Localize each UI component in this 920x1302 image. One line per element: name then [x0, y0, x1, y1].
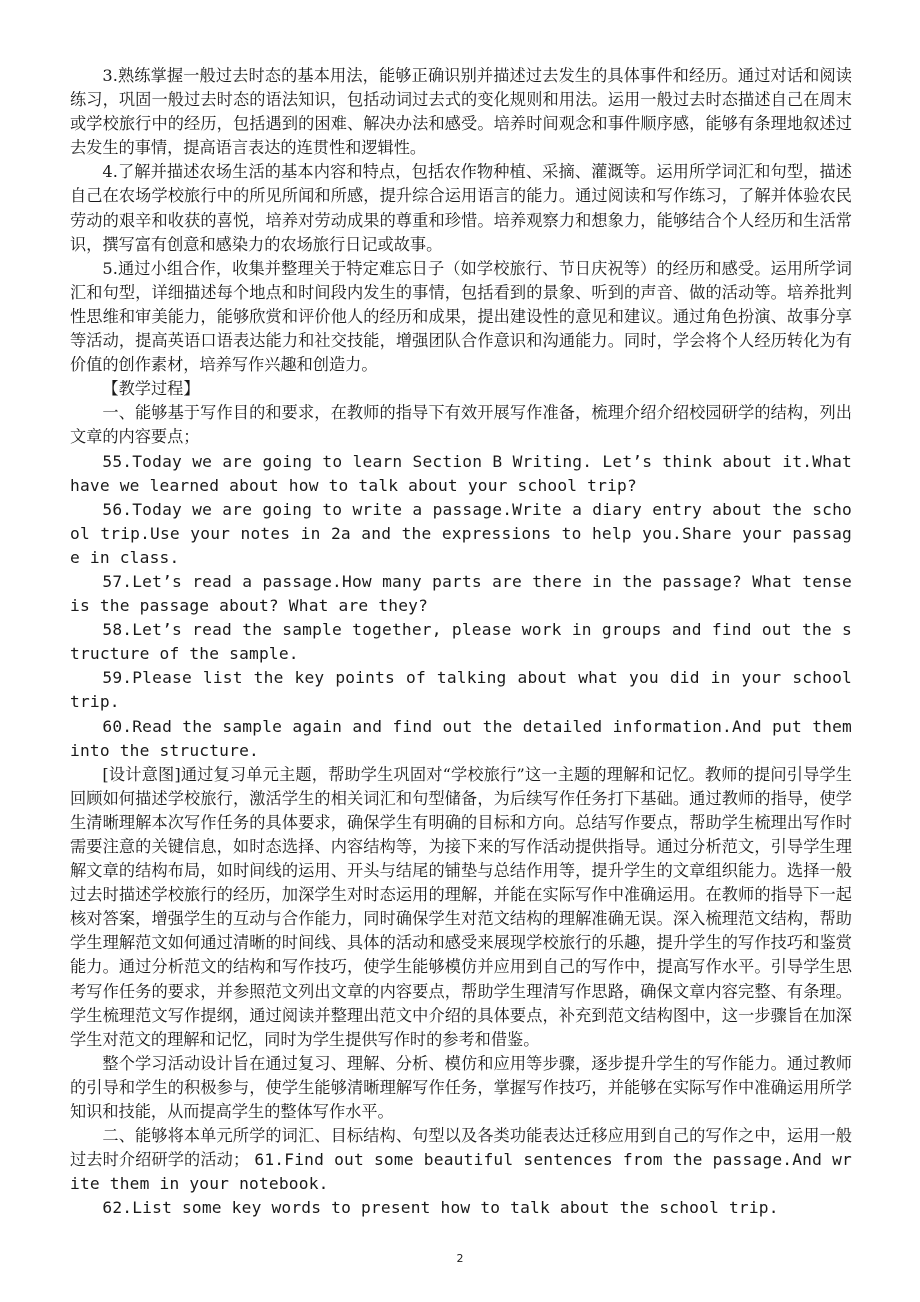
objective-3-paragraph: 3.熟练掌握一般过去时态的基本用法，能够正确识别并描述过去发生的具体事件和经历。通过对话和阅读练习，巩固一般过去时态的语法知识，包括动词过去式的变化规则和用法。运用一般过去时态描述自己在周末或学校旅行中的经历，包括遇到的困难、解决办法和感受。培养时间观念和事件顺序感，能够有条理地叙述过去发生的事情，提高语言表达的连贯性和逻辑性。 [70, 66, 852, 158]
question-55: 55.Today we are going to learn Section B Writing. Let’s think about it.What have we learned about how to talk about your school trip? [70, 451, 852, 495]
step-2-paragraph [70, 1124, 852, 1196]
step-2-text: 二、能够将本单元所学的词汇、目标结构、句型以及各类功能表达迁移应用到自己的写作之中，运用一般过去时介绍研学的活动； [70, 1126, 852, 1170]
objective-5-paragraph: 5.通过小组合作，收集并整理关于特定难忘日子（如学校旅行、节日庆祝等）的经历和感受。运用所学词汇和句型，详细描述每个地点和时间段内发生的事情，包括看到的景象、听到的声音、做的活动等。培养批判性思维和审美能力，能够欣赏和评价他人的经历和成果，提出建设性的意见和建议。通过角色扮演、故事分享等活动，提高英语口语表达能力和社交技能，增强团队合作意识和沟通能力。同时，学会将个人经历转化为有价值的创作素材，培养写作兴趣和创造力。 [70, 258, 852, 375]
teaching-process-heading: 【教学过程】 [102, 379, 200, 399]
question-61: 61.Find out some beautiful sentences from the passage.And write them in your notebook. [70, 1150, 853, 1194]
question-58: 58.Let’s read the sample together, please work in groups and find out the structure of the sample. [70, 620, 852, 664]
question-60: 60.Read the sample again and find out the detailed information.And put them into the structure. [70, 716, 852, 760]
document-page [70, 64, 852, 1221]
question-57: 57.Let’s read a passage.How many parts are there in the passage? What tense is the passage about? What are they? [70, 571, 852, 616]
objective-4-paragraph: 4.了解并描述农场生活的基本内容和特点，包括农作物种植、采摘、灌溉等。运用所学词汇和句型，描述自己在农场学校旅行中的所见所闻和所感，提升综合运用语言的能力。通过阅读和写作练习，了解并体验农民劳动的艰辛和收获的喜悦，培养对劳动成果的尊重和珍惜。培养观察力和想象力，能够结合个人经历和生活常识，撰写富有创意和感染力的农场旅行日记或故事。 [70, 162, 852, 254]
design-intent-paragraph: [设计意图]通过复习单元主题，帮助学生巩固对“学校旅行”这一主题的理解和记忆。教师的提问引导学生回顾如何描述学校旅行，激活学生的相关词汇和句型储备，为后续写作任务打下基础。通过教师的指导，使学生清晰理解本次写作任务的具体要求，确保学生有明确的目标和方向。总结写作要点，帮助学生梳理出写作时需要注意的关键信息，如时态选择、内容结构等，为接下来的写作活动提供指导。通过分析范文，引导学生理解文章的结构布局，如时间线的运用、开头与结尾的铺垫与总结作用等，提升学生的文章组织能力。选择一般过去时描述学校旅行的经历，加深学生对时态运用的理解，并能在实际写作中准确运用。在教师的指导下一起核对答案，增强学生的互动与合作能力，同时确保学生对范文结构的理解准确无误。深入梳理范文结构，帮助学生理解范文如何通过清晰的时间线、具体的活动和感受来展现学校旅行的乐趣，提升学生的写作技巧和鉴赏能力。通过分析范文的结构和写作技巧，使学生能够模仿并应用到自己的写作中，提高写作水平。引导学生思考写作任务的要求，并参照范文列出文章的内容要点，帮助学生理清写作思路，确保文章内容完整、有条理。学生梳理范文写作提纲，通过阅读并整理出范文中介绍的具体要点，补充到范文结构图中，这一步骤旨在加深学生对范文的理解和记忆，同时为学生提供写作时的参考和借鉴。 [70, 764, 852, 1049]
summary-paragraph: 整个学习活动设计旨在通过复习、理解、分析、模仿和应用等步骤，逐步提升学生的写作能力。通过教师的引导和学生的积极参与，使学生能够清晰理解写作任务，掌握写作技巧，并能够在实际写作中准确运用所学知识和技能，从而提高学生的整体写作水平。 [70, 1053, 852, 1122]
page-number: 2 [456, 1252, 464, 1265]
question-62: 62.List some key words to present how to talk about the school trip. [102, 1198, 779, 1218]
question-56: 56.Today we are going to write a passage.Write a diary entry about the school trip.Use your notes in 2a and the expressions to help you.Share your passage in class. [70, 499, 852, 567]
question-59: 59.Please list the key points of talking about what you did in your school trip. [70, 668, 852, 712]
step-1-paragraph: 一、能够基于写作目的和要求，在教师的指导下有效开展写作准备，梳理介绍介绍校园研学的结构，列出文章的内容要点； [70, 403, 852, 447]
